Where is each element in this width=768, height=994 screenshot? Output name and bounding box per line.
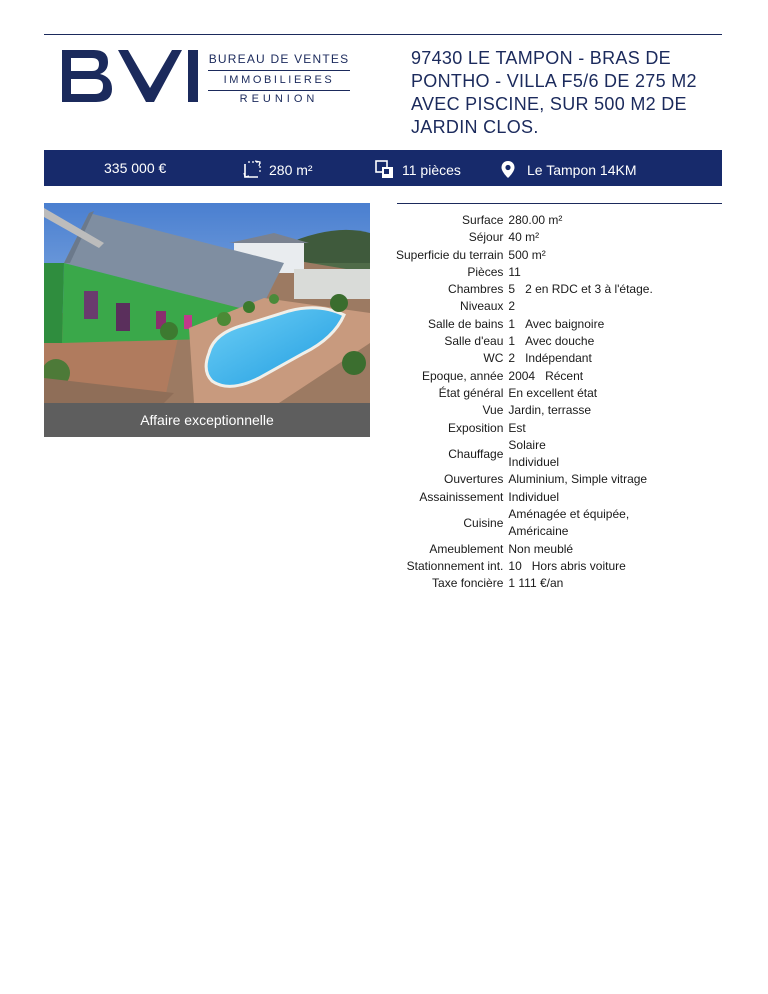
spec-value-line-2: Individuel xyxy=(508,455,560,470)
spec-label: Pièces xyxy=(467,264,504,279)
spec-value-cell xyxy=(508,298,652,315)
spec-label: Epoque, année xyxy=(421,368,504,383)
photo-caption: Affaire exceptionnelle xyxy=(44,403,370,437)
spec-label: Séjour xyxy=(468,230,504,245)
villa-pool-image xyxy=(44,203,370,403)
spec-value: Est xyxy=(508,420,526,435)
spec-value-cell xyxy=(508,558,652,575)
spec-label: Ouvertures xyxy=(444,472,504,487)
spec-row xyxy=(396,316,653,333)
spec-value: 11 xyxy=(508,264,521,279)
logo-line-1: BUREAU DE VENTES xyxy=(208,52,350,66)
spec-value: 2004 xyxy=(508,368,536,383)
spec-label: Taxe foncière xyxy=(432,576,504,591)
spec-row xyxy=(396,437,653,472)
price-value: 335 000 € xyxy=(104,160,167,176)
spec-row xyxy=(396,385,653,402)
spec-note: 2 en RDC et 3 à l'étage. xyxy=(525,282,653,297)
spec-row xyxy=(396,368,653,385)
spec-label: Stationnement int. xyxy=(406,558,504,573)
listing-title: 97430 LE TAMPON - BRAS DE PONTHO - VILLA F5/6 DE 275 M2 AVEC PISCINE, SUR 500 M2 DE JARDIN CLOS. xyxy=(411,48,697,137)
spec-value: Individuel xyxy=(508,489,560,504)
spec-label: État général xyxy=(438,385,504,400)
spec-value-cell xyxy=(508,229,652,246)
spec-value: 10 xyxy=(508,558,522,573)
spec-note: Avec douche xyxy=(525,334,595,349)
spec-value-cell xyxy=(508,437,652,472)
rooms-value: 11 pièces xyxy=(402,161,461,178)
agency-logo[interactable] xyxy=(58,44,358,110)
spec-row xyxy=(396,281,653,298)
spec-value: 1 xyxy=(508,316,516,331)
spec-value-cell xyxy=(508,350,652,367)
spec-label: Vue xyxy=(482,403,504,418)
rooms-icon xyxy=(375,160,395,179)
spec-value-line-2: Américaine xyxy=(508,524,569,539)
spec-value-cell xyxy=(508,471,652,488)
spec-value: 500 m² xyxy=(508,247,546,262)
specs-table xyxy=(396,212,653,593)
spec-row xyxy=(396,420,653,437)
spec-value: Non meublé xyxy=(508,541,574,556)
spec-label: Surface xyxy=(462,213,504,227)
spec-value: Aménagée et équipée, xyxy=(508,507,630,522)
spec-row xyxy=(396,471,653,488)
spec-value: 1 111 €/an xyxy=(508,576,564,591)
spec-label: WC xyxy=(483,351,504,366)
spec-row xyxy=(396,298,653,315)
photo-card[interactable] xyxy=(44,203,370,437)
spec-value-cell xyxy=(508,247,652,264)
spec-label: Niveaux xyxy=(460,299,504,314)
top-rule xyxy=(44,34,722,35)
spec-row xyxy=(396,575,653,592)
spec-value-cell xyxy=(508,264,652,281)
spec-label: Cuisine xyxy=(463,515,504,530)
spec-row xyxy=(396,247,653,264)
spec-label: Exposition xyxy=(448,420,504,435)
location-pin-icon xyxy=(500,160,516,179)
spec-row xyxy=(396,541,653,558)
spec-value-cell xyxy=(508,385,652,402)
spec-row xyxy=(396,350,653,367)
spec-label: Assainissement xyxy=(419,489,504,504)
spec-value-cell xyxy=(508,333,652,350)
surface-icon xyxy=(243,160,262,179)
spec-row xyxy=(396,558,653,575)
spec-value: En excellent état xyxy=(508,385,598,400)
spec-label: Salle d'eau xyxy=(444,334,504,349)
spec-value-cell xyxy=(508,368,652,385)
location-summary xyxy=(500,160,636,179)
spec-row xyxy=(396,489,653,506)
rooms-summary xyxy=(375,160,461,179)
spec-value: 5 xyxy=(508,282,516,297)
location-value: Le Tampon 14KM xyxy=(527,161,637,178)
spec-value-cell xyxy=(508,541,652,558)
spec-note: Récent xyxy=(545,368,584,383)
spec-note: Indépendant xyxy=(525,351,592,366)
logo-line-2: IMMOBILIERES xyxy=(208,70,350,91)
spec-value-cell xyxy=(508,489,652,506)
spec-row xyxy=(396,212,653,229)
logo-line-3: REUNION xyxy=(239,93,319,105)
spec-value-cell xyxy=(508,316,652,333)
spec-value-cell xyxy=(508,212,652,229)
spec-value: Solaire xyxy=(508,437,546,452)
spec-row xyxy=(396,333,653,350)
spec-note: Hors abris voiture xyxy=(531,558,626,573)
spec-value-cell xyxy=(508,281,652,298)
specs-rule xyxy=(397,203,722,204)
spec-value: Jardin, terrasse xyxy=(508,403,592,418)
spec-value: Aluminium, Simple vitrage xyxy=(508,472,648,487)
spec-label: Chauffage xyxy=(448,446,504,461)
summary-band xyxy=(44,150,722,186)
spec-value-cell xyxy=(508,402,652,419)
spec-label: Chambres xyxy=(448,282,504,297)
spec-value-cell xyxy=(508,575,652,592)
spec-value: 280.00 m² xyxy=(508,213,563,227)
spec-label: Ameublement xyxy=(429,541,504,556)
spec-value-cell xyxy=(508,420,652,437)
spec-value-cell xyxy=(508,506,652,541)
spec-row xyxy=(396,402,653,419)
spec-note: Avec baignoire xyxy=(525,316,605,331)
surface-value: 280 m² xyxy=(269,161,313,178)
spec-value: 2 xyxy=(508,351,516,366)
property-photo[interactable] xyxy=(44,203,370,403)
spec-row xyxy=(396,264,653,281)
spec-value: 40 m² xyxy=(508,230,540,245)
spec-row xyxy=(396,506,653,541)
bvi-logo-mark-icon xyxy=(58,44,204,106)
spec-value: 1 xyxy=(508,334,516,349)
surface-summary xyxy=(243,160,313,179)
spec-label: Salle de bains xyxy=(428,316,504,331)
spec-value: 2 xyxy=(508,299,516,314)
spec-row xyxy=(396,229,653,246)
price xyxy=(104,160,166,176)
spec-label: Superficie du terrain xyxy=(396,247,504,262)
